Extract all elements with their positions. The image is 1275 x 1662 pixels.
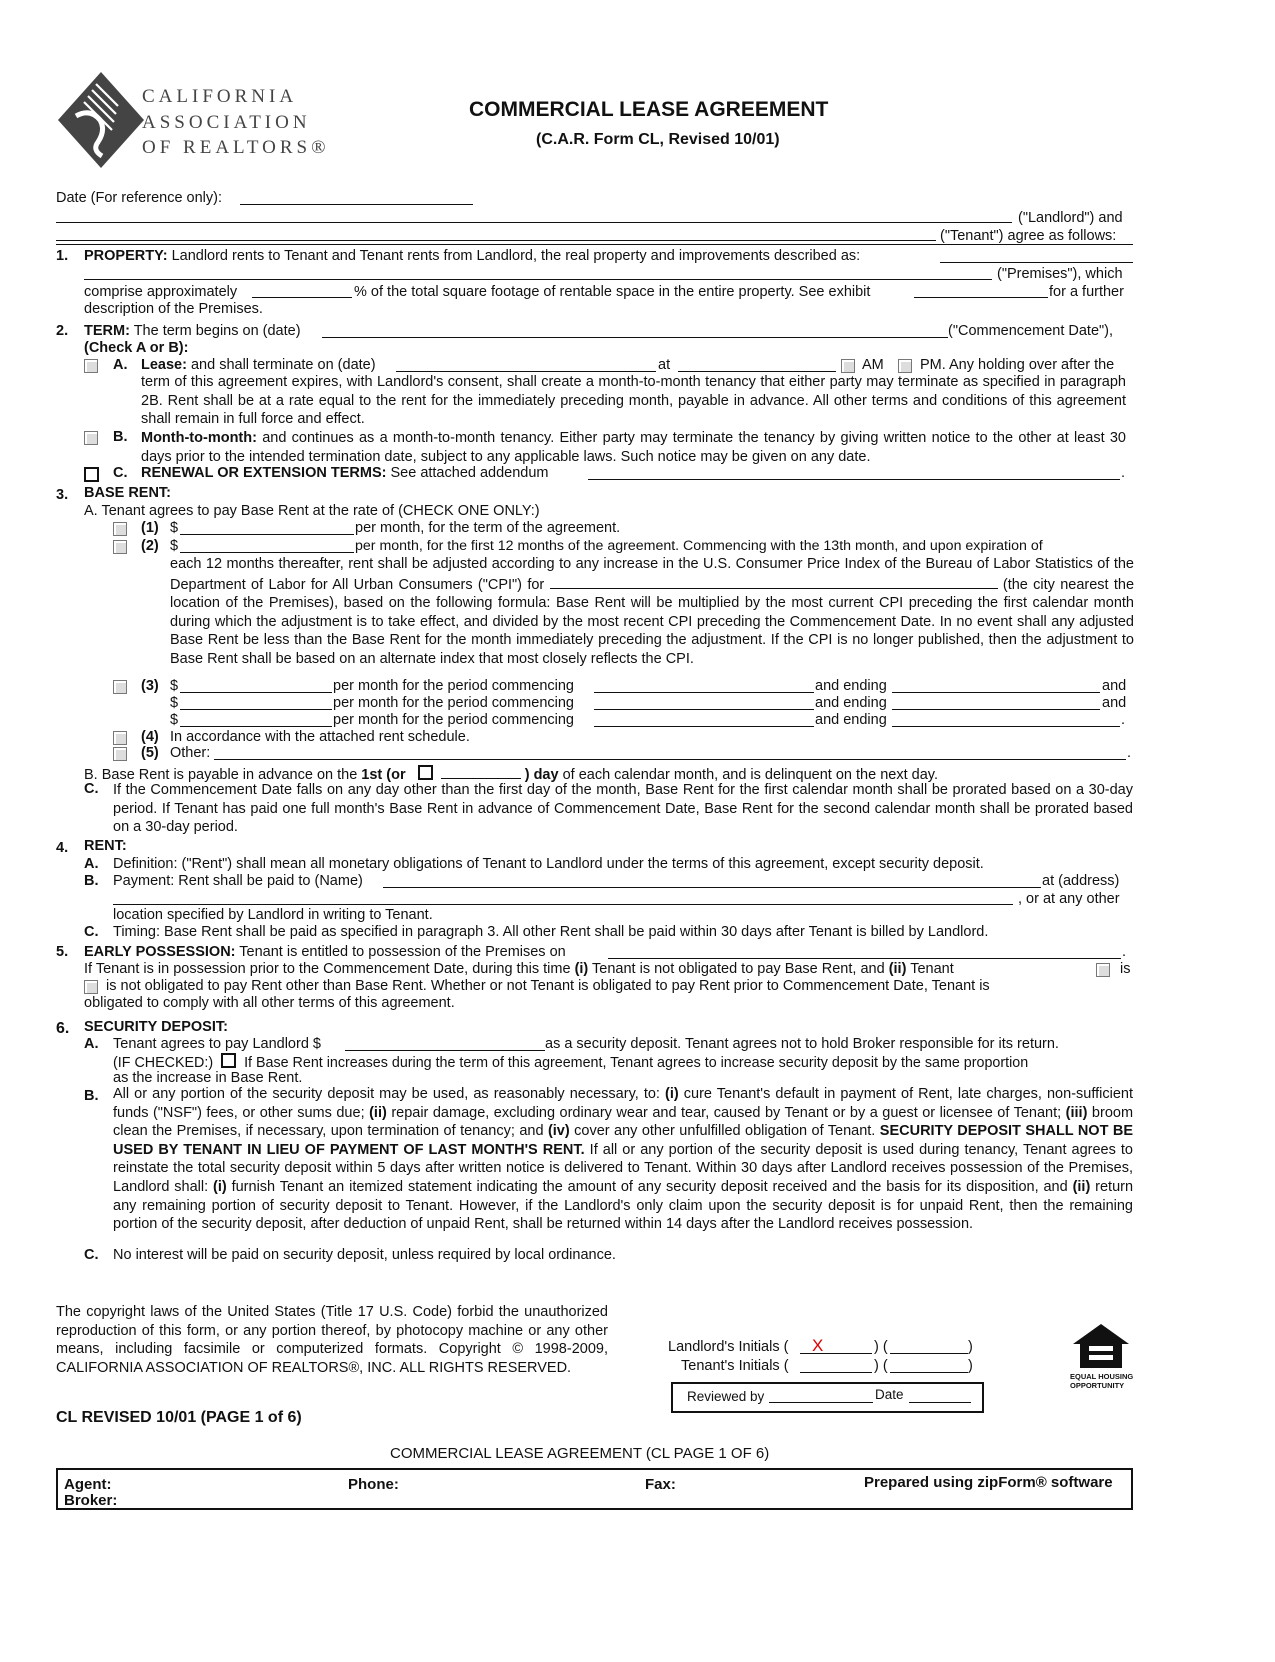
payment-label: Payment: Rent shall be paid to (Name) — [113, 873, 363, 889]
period-2-amount-field[interactable] — [180, 709, 332, 710]
equal-housing-line1: EQUAL HOUSING — [1070, 1372, 1134, 1381]
deposit-use-p5: cover any other unfulfilled obligation of Tenant. — [574, 1123, 876, 1140]
percent-field[interactable] — [252, 297, 352, 298]
initials-close: ) — [968, 1358, 973, 1374]
deposit-amount-field[interactable] — [345, 1050, 545, 1051]
renewal-heading: RENEWAL OR EXTENSION TERMS: — [141, 465, 387, 481]
clause-ii: (ii) — [369, 1104, 387, 1121]
agent-label: Agent: — [64, 1476, 112, 1493]
page-title: COMMERCIAL LEASE AGREEMENT — [469, 98, 829, 121]
rent-c-letter: C. — [84, 924, 99, 940]
date-label: Date (For reference only): — [56, 190, 223, 206]
landlord-initials-field-1[interactable] — [800, 1353, 872, 1354]
period-1-start-field[interactable] — [594, 692, 814, 693]
rent-option-5-label: Other: — [170, 745, 211, 761]
initials-close: ) — [968, 1339, 973, 1355]
clause-i: (i) — [213, 1178, 227, 1195]
period-ending-label: and ending — [815, 695, 887, 711]
termination-time-field[interactable] — [678, 371, 836, 372]
deposit-warning: SECURITY DEPOSIT SHALL NOT BE USED BY TENANT IN LIEU OF PAYMENT OF LAST MONTH'S RENT. — [113, 1123, 1134, 1158]
possession-line4: obligated to comply with all other terms of this agreement. — [84, 995, 455, 1011]
rent-due-text2: of each calendar month, and is delinquent on the next day. — [562, 767, 938, 783]
deposit-c-letter: C. — [84, 1247, 99, 1263]
deposit-increase-line2: as the increase in Base Rent. — [113, 1070, 303, 1086]
term-b-checkbox[interactable] — [84, 431, 98, 448]
period-ending-label: and ending — [815, 678, 887, 694]
rent-option-2-number: (2) — [141, 538, 159, 554]
month-to-month-text: and continues as a month-to-month tenancy. Either party may terminate the tenancy by giving written notice to the other at least 30 days prior to the intended termination date, subject to any applicable laws. Such notice may be given on any date. — [141, 430, 1126, 465]
cpi-city-field[interactable] — [550, 574, 998, 589]
rent-option-1-number: (1) — [141, 520, 159, 536]
period-end: . — [1121, 712, 1126, 728]
cpi-text: each 12 months thereafter, rent shall be adjusted according to any increase in the U.S. Consumer Price Index of the Bureau of Labor Statistics of the Department of Labor for All Urban Consumers ("CPI") for — [170, 556, 1134, 593]
rent-due-day-label: ) day — [524, 767, 559, 783]
rent-heading: RENT: — [84, 838, 127, 854]
dollar-sign: $ — [170, 520, 179, 536]
rent-option-4-number: (4) — [141, 729, 159, 745]
dollar-sign: $ — [170, 695, 179, 711]
deposit-increase-checkbox[interactable] — [221, 1053, 236, 1068]
rent-due-other-checkbox[interactable] — [418, 765, 433, 780]
landlord-field[interactable] — [56, 222, 1012, 223]
reviewed-by-label: Reviewed by — [687, 1389, 765, 1404]
tenant-initials-field-1[interactable] — [800, 1372, 872, 1373]
rent-option-2-line1: per month, for the first 12 months of the agreement. Commencing with the 13th month, and upon expiration of — [355, 538, 1043, 554]
footer-page-title: COMMERCIAL LEASE AGREEMENT (CL PAGE 1 OF 6) — [390, 1445, 770, 1462]
lease-heading: Lease: — [141, 357, 187, 373]
period-ending-label: and ending — [815, 712, 887, 728]
month-to-month-heading: Month-to-month: — [141, 430, 257, 446]
premises-label: ("Premises"), which — [997, 266, 1123, 282]
section-number: 5. — [56, 944, 69, 960]
org-name-line2: ASSOCIATION — [142, 112, 311, 133]
agent-box — [56, 1468, 1133, 1510]
rent-due-first: 1st (or — [361, 767, 406, 783]
deposit-text: as a security deposit. Tenant agrees not to hold Broker responsible for its return. — [545, 1036, 1059, 1052]
deposit-use-p1: All or any portion of the security deposit may be used, as reasonably necessary, to: — [113, 1086, 660, 1102]
equal-housing-logo — [1068, 1322, 1134, 1392]
lease-body: term of this agreement expires, with Landlord's consent, shall create a month-to-month tenancy that either party may terminate as specified in paragraph 2B. Rent shall be at a rate equal to the rent for the immediately preceding month, payable in advance. All other terms and conditions of this agreement shall remain in full force and effect. — [141, 374, 1126, 428]
early-possession-line2 — [84, 961, 954, 977]
car-logo-mark-icon — [56, 70, 146, 170]
dollar-sign: $ — [170, 712, 179, 728]
date-field[interactable] — [240, 204, 473, 205]
location-text: location specified by Landlord in writing to Tenant. — [113, 907, 433, 923]
period-1-end-field[interactable] — [892, 692, 1100, 693]
property-description-field-2[interactable] — [84, 279, 992, 280]
equal-housing-icon — [1071, 1322, 1131, 1370]
period-3-end-field[interactable] — [892, 726, 1120, 727]
termination-date-field[interactable] — [396, 371, 656, 372]
rent-option-2-checkbox[interactable] — [113, 540, 127, 557]
commencement-label: ("Commencement Date"), — [948, 323, 1114, 339]
possession-text-c: Tenant — [910, 961, 954, 977]
reviewed-date-label: Date — [875, 1387, 904, 1402]
term-line — [84, 323, 301, 339]
clause-i: (i) — [665, 1086, 679, 1102]
lease-text: and shall terminate on (date) — [190, 357, 376, 373]
possession-date-field[interactable] — [608, 958, 1121, 959]
rent-b-letter: B. — [84, 873, 99, 889]
payee-name-field[interactable] — [383, 887, 1041, 888]
property-line — [84, 248, 860, 264]
term-a-letter: A. — [113, 357, 128, 373]
period-1-amount-field[interactable] — [180, 692, 332, 693]
rent-definition: Definition: ("Rent") shall mean all monetary obligations of Tenant to Landlord under the terms of this agreement, except security deposit. — [113, 856, 984, 872]
rent-option-5-number: (5) — [141, 745, 159, 761]
term-start-field[interactable] — [322, 337, 948, 338]
deposit-use-p2: cure Tenant's default in payment of Rent, late charges, non-sufficient funds ("NSF") fees, or other sums due; — [113, 1086, 1133, 1121]
renewal-checkbox[interactable] — [84, 467, 99, 485]
possession-is-checkbox[interactable] — [1096, 963, 1110, 980]
rent-other-field[interactable] — [214, 759, 1126, 760]
dollar-sign: $ — [170, 678, 179, 694]
section-divider — [56, 244, 1133, 245]
premises-description-label: description of the Premises. — [84, 301, 263, 317]
rent-option-4-checkbox[interactable] — [113, 731, 127, 748]
security-deposit-heading: SECURITY DEPOSIT: — [84, 1019, 228, 1035]
reviewed-box — [671, 1382, 984, 1413]
no-interest-text: No interest will be paid on security deposit, unless required by local ordinance. — [113, 1247, 616, 1263]
copyright-notice: The copyright laws of the United States (Title 17 U.S. Code) forbid the unauthorized reproduction of this form, or any portion thereof, by photocopy machine or any other means, including facsimile or computerized formats. Copyright © 1998-2009, CALIFORNIA ASSOCIATION OF REALTORS®, INC. ALL RIGHTS RESERVED. — [56, 1304, 608, 1376]
clause-i: (i) — [574, 961, 589, 977]
tenant-field[interactable] — [56, 240, 936, 241]
deposit-amount-label: Tenant agrees to pay Landlord $ — [113, 1036, 321, 1052]
period-3-amount-field[interactable] — [180, 726, 332, 727]
rent-option-2-amount-field[interactable] — [180, 552, 354, 553]
rent-other-end: . — [1127, 745, 1132, 761]
payee-address-field[interactable] — [113, 904, 1013, 905]
deposit-use-text — [113, 1085, 1133, 1234]
rent-option-1-checkbox[interactable] — [113, 522, 127, 539]
broker-label: Broker: — [64, 1492, 118, 1509]
term-text: The term begins on (date) — [133, 323, 301, 339]
timing-text: Timing: Base Rent shall be paid as specified in paragraph 3. All other Rent shall be paid within 30 days after Tenant is billed by Landlord. — [113, 924, 989, 940]
exhibit-field[interactable] — [914, 297, 1048, 298]
period-2-start-field[interactable] — [594, 709, 814, 710]
am-label: AM — [862, 357, 884, 373]
rent-option-4-text: In accordance with the attached rent schedule. — [170, 729, 470, 745]
proration-text: If the Commencement Date falls on any day other than the first day of the month, Base Rent for the first calendar month shall be prorated based on a 30-day period. If Tenant has paid one full month's Base Rent in advance of Commencement Date, Base Rent for the second calendar month shall be prorated based on a 30-day period. — [113, 782, 1133, 836]
base-rent-intro: A. Tenant agrees to pay Base Rent at the rate of (CHECK ONE ONLY:) — [84, 503, 540, 519]
month-to-month-body — [141, 429, 1126, 466]
term-heading: TERM: — [84, 323, 130, 339]
period-commencing-label: per month for the period commencing — [333, 695, 574, 711]
deposit-b-letter: B. — [84, 1088, 99, 1104]
deposit-increase-line — [113, 1053, 1028, 1071]
possession-line3: is not obligated to pay Rent other than Base Rent. Whether or not Tenant is obligated to pay Rent prior to Commencement Date, Tenant is — [106, 978, 990, 994]
form-subtitle: (C.A.R. Form CL, Revised 10/01) — [536, 131, 780, 148]
term-b-letter: B. — [113, 429, 128, 445]
property-heading: PROPERTY: — [84, 248, 168, 264]
deposit-a-letter: A. — [84, 1036, 99, 1052]
comprise-label: comprise approximately — [84, 284, 238, 300]
clause-ii: (ii) — [888, 961, 907, 977]
possession-end: . — [1122, 944, 1127, 960]
org-name-line1: CALIFORNIA — [142, 86, 298, 107]
period-3-start-field[interactable] — [594, 726, 814, 727]
section-number: 2. — [56, 323, 69, 339]
pm-label: PM. Any holding over after the — [920, 357, 1115, 373]
check-a-or-b: (Check A or B): — [84, 340, 189, 356]
landlord-initials-field-2[interactable] — [890, 1353, 968, 1354]
rent-c-letter: C. — [84, 781, 99, 797]
deposit-use-p7: furnish Tenant an itemized statement indicating the amount of any security deposit received and the basis for its disposition, and — [231, 1178, 1068, 1195]
deposit-use-p3: repair damage, excluding ordinary wear and tear, caused by Tenant or by a guest or licensee of Tenant; — [391, 1104, 1062, 1121]
early-possession-text: Tenant is entitled to possession of the Premises on — [239, 944, 566, 960]
renewal-end: . — [1121, 465, 1126, 481]
phone-label: Phone: — [348, 1476, 399, 1493]
rent-a-letter: A. — [84, 856, 99, 872]
reviewed-by-field[interactable] — [769, 1402, 873, 1403]
deposit-use-p6: If all or any portion of the security deposit is used during tenancy, Tenant agrees to reinstate the total security deposit within 5 days after written notice is delivered to Tenant. Within 30 days after Landlord receives possession of the Premises, Landlord shall: — [113, 1141, 1133, 1195]
property-description-field[interactable] — [940, 262, 1133, 263]
period-and-label: and — [1102, 678, 1127, 694]
rent-option-3-checkbox[interactable] — [113, 680, 127, 697]
deposit-increase-text: If Base Rent increases during the term of this agreement, Tenant agrees to increase security deposit by the same proportion — [244, 1055, 1029, 1071]
prepared-label: Prepared using zipForm® software — [864, 1474, 1113, 1491]
further-label: for a further — [1049, 284, 1124, 300]
rent-option-3-number: (3) — [141, 678, 159, 694]
initials-separator: ) ( — [874, 1358, 888, 1374]
equal-housing-line2: OPPORTUNITY — [1070, 1381, 1125, 1390]
landlord-label: ("Landlord") and — [1018, 210, 1123, 226]
deposit-use-p4: broom clean the Premises, if necessary, upon termination of tenancy; and — [113, 1104, 1134, 1140]
property-text: Landlord rents to Tenant and Tenant rents from Landlord, the real property and improvements described as: — [171, 248, 861, 264]
address-label: at (address) — [1042, 873, 1120, 889]
period-2-end-field[interactable] — [892, 709, 1100, 710]
early-possession-heading: EARLY POSSESSION: — [84, 944, 236, 960]
section-number: 4. — [56, 840, 69, 856]
renewal-text: See attached addendum — [390, 465, 549, 481]
tenant-initials-label: Tenant's Initials ( — [681, 1358, 789, 1374]
initials-separator: ) ( — [874, 1339, 888, 1355]
form-revision: CL REVISED 10/01 (PAGE 1 of 6) — [56, 1409, 302, 1426]
period-commencing-label: per month for the period commencing — [333, 678, 574, 694]
clause-iv: (iv) — [547, 1123, 570, 1140]
possession-text-b: Tenant is not obligated to pay Base Rent, and — [592, 961, 885, 977]
lease-line — [141, 357, 376, 373]
car-logo — [56, 70, 356, 170]
percent-text: % of the total square footage of rentable space in the entire property. See exhibit — [354, 284, 871, 300]
tenant-label: ("Tenant") agree as follows: — [940, 228, 1117, 244]
term-c-letter: C. — [113, 465, 128, 481]
org-name-line3: OF REALTORS® — [142, 137, 330, 158]
renewal-line — [141, 465, 549, 481]
term-a-checkbox[interactable] — [84, 359, 98, 376]
if-checked-label: (IF CHECKED:) — [113, 1055, 214, 1071]
fax-label: Fax: — [645, 1476, 676, 1493]
rent-due-text1: B. Base Rent is payable in advance on the — [84, 767, 358, 783]
period-commencing-label: per month for the period commencing — [333, 712, 574, 728]
dollar-sign: $ — [170, 538, 179, 554]
deposit-use-p8: return any remaining portion of security deposit to Tenant. However, if the Landlord's only claim upon the security deposit is for unpaid Rent, then the remaining portion of the security deposit, after deduction of unpaid Rent, shall be returned within 14 days after the Landlord receives possession. — [113, 1178, 1134, 1233]
clause-ii: (ii) — [1072, 1178, 1091, 1195]
base-rent-heading: BASE RENT: — [84, 485, 172, 501]
tenant-initials-field-2[interactable] — [890, 1372, 968, 1373]
early-possession-line — [84, 944, 566, 960]
rent-option-2-cpi-text — [170, 555, 1134, 669]
possession-is-label: is — [1120, 961, 1131, 977]
rent-due-day-field[interactable] — [441, 764, 521, 779]
reviewed-date-field[interactable] — [909, 1402, 971, 1403]
clause-iii: (iii) — [1065, 1104, 1088, 1121]
at-label: at — [658, 357, 671, 373]
addendum-field[interactable] — [588, 479, 1120, 480]
section-number: 3. — [56, 487, 69, 503]
rent-option-1-amount-field[interactable] — [180, 534, 354, 535]
landlord-initials-label: Landlord's Initials ( — [668, 1339, 789, 1355]
rent-option-5-checkbox[interactable] — [113, 747, 127, 764]
cpi-formula-text: (the city nearest the location of the Premises), based on the following formula: Base Rent will be multiplied by the most current CPI preceding the first calendar month during which the adjustment is to take effect, and divided by the most recent CPI preceding the Commencement Date. In no event shall any adjusted Base Rent be less than the Base Rent for the month immediately preceding the adjustment. If the CPI is no longer published, then the adjustment to Base Rent shall be based on an alternate index that most closely reflects the CPI. — [170, 576, 1135, 667]
period-and-label: and — [1102, 695, 1127, 711]
rent-option-1-text: per month, for the term of the agreement. — [355, 520, 621, 536]
section-number: 1. — [56, 248, 69, 264]
section-number: 6. — [56, 1020, 70, 1037]
landlord-initials-mark: X — [812, 1336, 824, 1355]
other-location-label: , or at any other — [1018, 891, 1120, 907]
possession-text-a: If Tenant is in possession prior to the Commencement Date, during this time — [84, 961, 571, 977]
